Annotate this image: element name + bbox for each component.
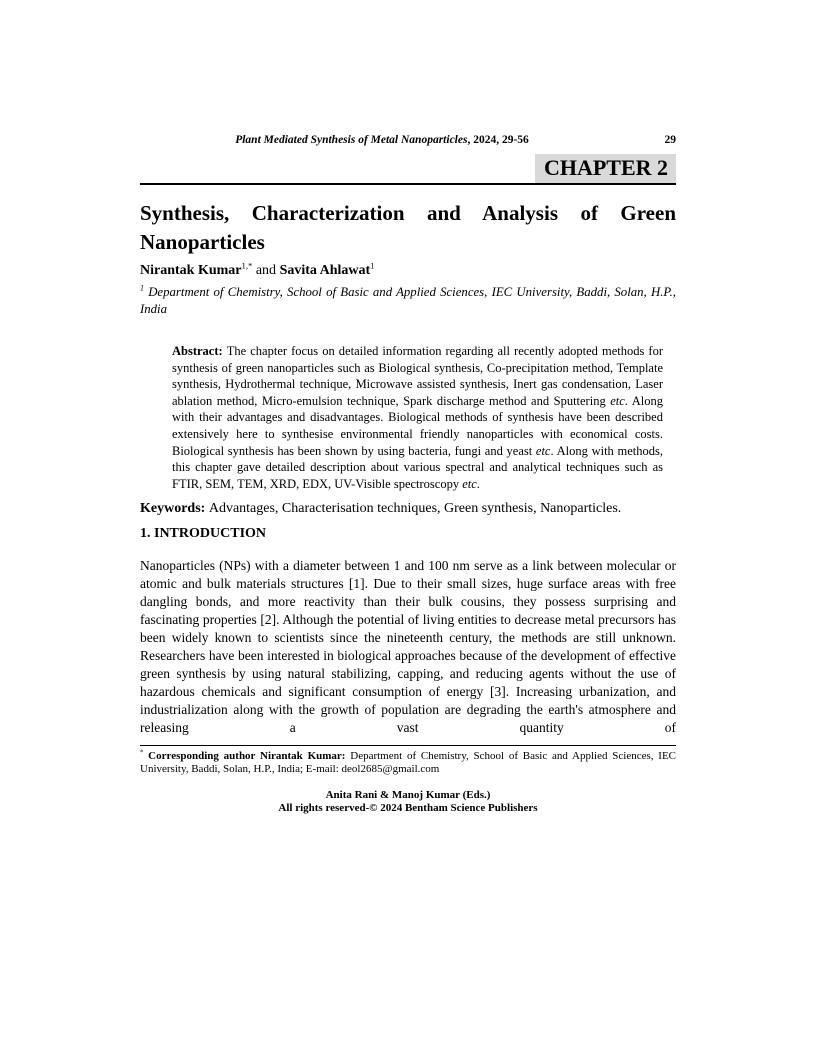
- corresponding-author-footnote: [140, 750, 676, 777]
- author-1-superscript: 1,*: [241, 260, 253, 271]
- abstract-etc-2: etc: [535, 443, 551, 458]
- abstract-label: Abstract:: [172, 344, 227, 358]
- author-2-superscript: 1: [370, 260, 375, 271]
- abstract-text-1: The chapter focus on detailed information regarding all recently adopted methods for synthesis of green nanoparticles such as Biological synthesis, Co-precipitation method, Template synthesis, Hydrothermal technique, Microwave assisted synthesis, Inert gas condensation, Laser ablation method, Micro-emulsion technique, Spark discharge method and Sputtering: [172, 344, 663, 408]
- rights-line: All rights reserved-© 2024 Bentham Science Publishers: [278, 802, 538, 815]
- editors-line: Anita Rani & Manoj Kumar (Eds.): [325, 788, 491, 801]
- abstract-text-3: . Along with methods, this chapter gave detailed description about various spectral and analytical techniques such as FTIR, SEM, TEM, XRD, EDX, UV-Visible spectroscopy: [172, 443, 663, 491]
- abstract: [172, 343, 663, 492]
- abstract-text-2: . Along with their advantages and disadvantages. Biological methods of synthesis have been described extensively here to synthesise environmental friendly nanoparticles with economical costs. Biological synthesis has been shown by using bacteria, fungi and yeast: [172, 393, 663, 458]
- chapter-title: Synthesis, Characterization and Analysis of Green Nanoparticles: [140, 201, 676, 254]
- book-meta: , 2024, 29-56: [467, 134, 529, 146]
- footnote-marker: *: [140, 749, 144, 757]
- authors-line: [140, 262, 676, 279]
- abstract-etc-1: etc: [610, 393, 625, 408]
- introduction-paragraph: Nanoparticles (NPs) with a diameter between 1 and 100 nm serve as a link between molecular or atomic and bulk materials structures [1]. Due to their small sizes, huge surface areas with free dangling bonds, and more reactivity than their bulk cousins, they possess surprising and fascinating properties [2]. Although the potential of living entities to decrease metal precursors has been widely known to scientists since the nineteenth century, the methods are still unknown. Researchers have been interested in biological approaches because of the development of effective green synthesis by using natural stabilizing, capping, and reducing agents without the use of hazardous chemicals and significant consumption of energy [3]. Increasing urbanization, and industrialization along with the growth of population are degrading the earth's atmosphere and releasing a vast quantity of: [140, 557, 676, 735]
- author-2: Savita Ahlawat: [279, 263, 371, 278]
- page-number: 29: [664, 134, 676, 146]
- text-column: [140, 0, 676, 816]
- footnote-label: Corresponding author Nirantak Kumar:: [143, 749, 346, 762]
- section-heading-introduction: 1. INTRODUCTION: [140, 525, 267, 541]
- publisher-footer: [140, 789, 676, 816]
- abstract-etc-3: etc: [462, 476, 477, 491]
- abstract-period: .: [476, 476, 480, 491]
- keywords-label: Keywords:: [140, 501, 209, 517]
- running-header-title: [140, 133, 624, 147]
- footnote-text: Department of Chemistry, School of Basic and Applied Sciences, IEC University, Baddi, Solan, H.P., India; E-mail: deol2685@gmail.com: [140, 749, 677, 776]
- keywords-text: Advantages, Characterisation techniques, Green synthesis, Nanoparticles.: [208, 501, 622, 517]
- running-header: [140, 133, 676, 147]
- author-1: Nirantak Kumar: [140, 263, 242, 278]
- affiliation: [140, 284, 676, 317]
- book-title: Plant Mediated Synthesis of Metal Nanoparticles: [235, 134, 468, 146]
- keywords: [140, 499, 676, 519]
- footnote-divider: [140, 745, 676, 746]
- chapter-banner: CHAPTER 2: [535, 154, 676, 183]
- authors-conjunction: and: [252, 263, 280, 278]
- affiliation-marker: 1: [140, 283, 144, 293]
- chapter-rule: [140, 154, 676, 185]
- affiliation-text: Department of Chemistry, School of Basic and Applied Sciences, IEC University, Baddi, Solan, H.P., India: [140, 285, 676, 316]
